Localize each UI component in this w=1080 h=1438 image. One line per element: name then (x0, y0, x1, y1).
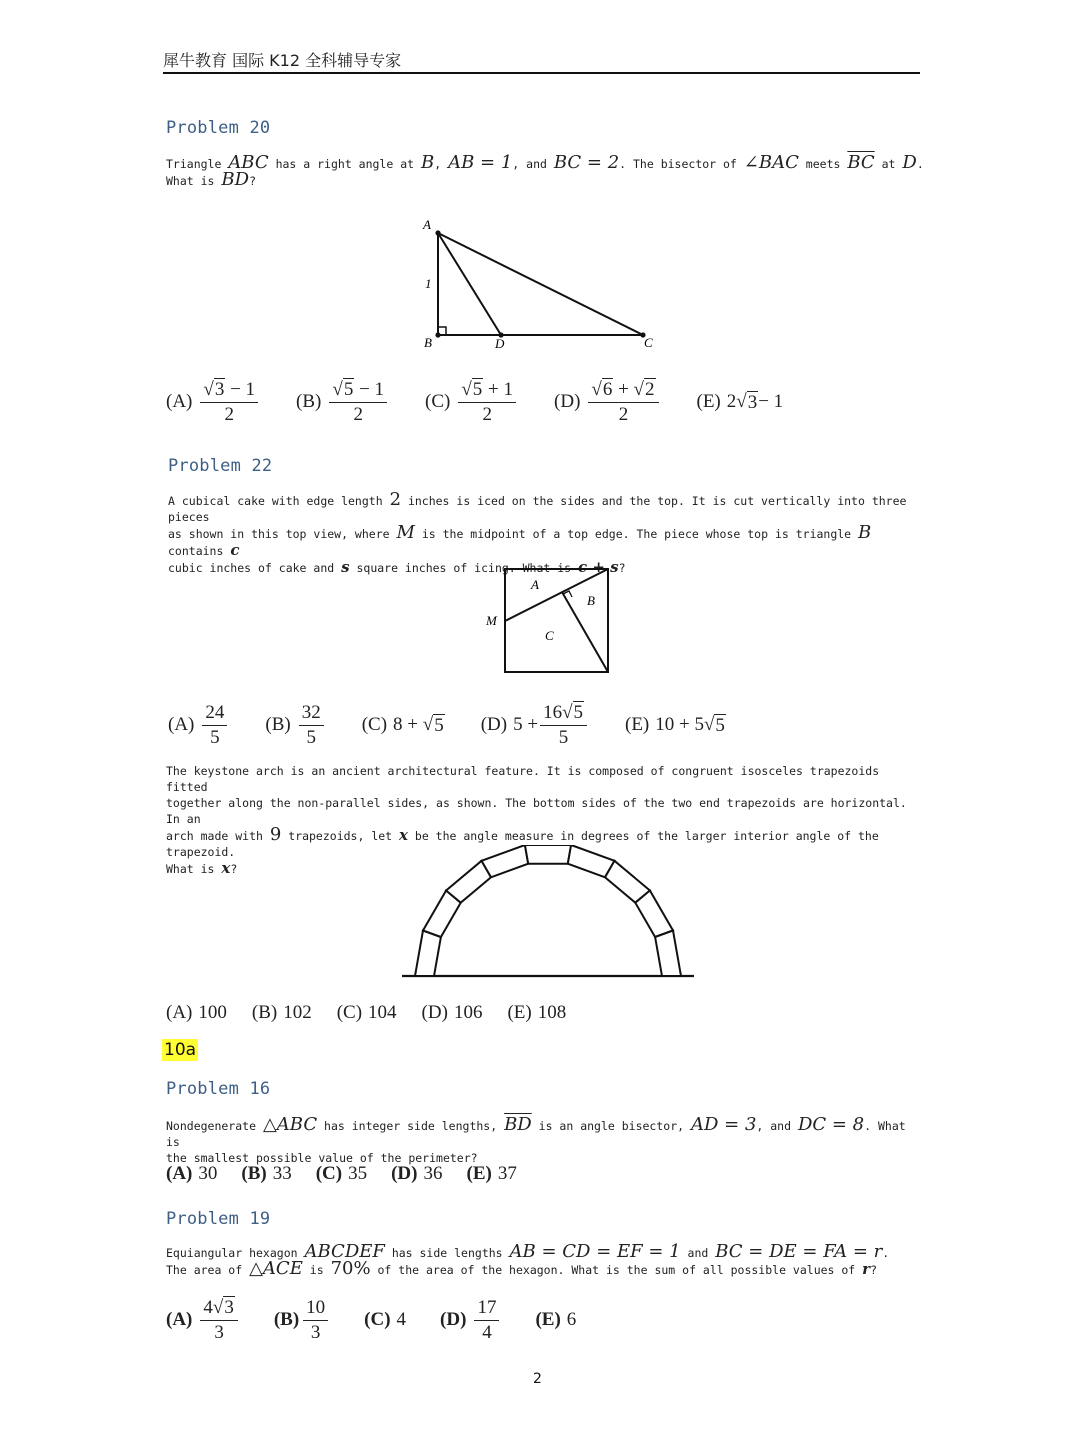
choice-B[interactable]: (B) $\frac{√5 - 1}{2}$ (296, 379, 389, 426)
choice-E[interactable]: (E) 37 (466, 1163, 517, 1184)
cake-top-view-figure (480, 565, 620, 677)
choice-C[interactable]: (C) 35 (315, 1163, 368, 1184)
arch-trapezoid (635, 891, 673, 938)
choice-A[interactable]: (A) 30 (166, 1163, 218, 1184)
choice-C[interactable]: (C) $\frac{√5 + 1}{2}$ (425, 379, 518, 426)
choice-B[interactable]: (B) $\frac{32}{5}$ (265, 702, 325, 749)
arch-trapezoid (525, 845, 571, 864)
choice-E[interactable]: (E) 6 (535, 1309, 577, 1330)
choice-D[interactable]: (D) 5 + $\frac{16√5}{5}$ (481, 702, 589, 749)
arch-choices (166, 999, 566, 1027)
label-A: A (531, 577, 539, 592)
choice-B[interactable]: (B) 102 (251, 1002, 312, 1023)
problem-16-text: Nondegenerate △ABC has integer side lengths, $\overline{BD}$ is an angle bisector, AD = 3, and DC = 8. What is the smallest possible value of the perimeter? (166, 1114, 906, 1165)
label-B: B (587, 593, 595, 608)
choice-D[interactable]: (D) $\frac{√6 + √2}{2}$ (554, 379, 660, 426)
problem-16-choices (166, 1160, 517, 1188)
label-C: C (545, 628, 554, 643)
label-B: B (424, 335, 432, 350)
problem-20-title: Problem 20 (166, 118, 271, 138)
arch-problem-text: The keystone arch is an ancient architectural feature. It is composed of congruent isosceles trapezoids fitted together along the non-parallel sides, as shown. The bottom sides of the two end trapezoids are horizontal. In an arch made with 9 trapezoids, let x be the angle measure in degrees of the larger interior angle of the trapezoid. What is x? (166, 764, 907, 877)
problem-20-choices (166, 374, 783, 430)
section-tag-10a: 10a (164, 1040, 197, 1060)
problem-20-text: Triangle ABC has a right angle at B, AB = 1, and BC = 2. The bisector of ∠BAC meets $\overline{BC}$ at D. What is BD? (166, 152, 924, 190)
problem-19-title: Problem 19 (166, 1209, 271, 1229)
choice-C[interactable]: (C) 4 (364, 1309, 407, 1330)
choice-A[interactable]: (A) $\frac{24}{5}$ (168, 702, 229, 749)
choice-E[interactable]: (E) 2√ 3 − 1 (696, 391, 784, 413)
label-side-1: 1 (425, 276, 432, 291)
label-C: C (644, 335, 653, 350)
choice-E[interactable]: (E) 108 (507, 1002, 567, 1023)
page-number: 2 (533, 1371, 542, 1387)
choice-C[interactable]: (C) 104 (336, 1002, 397, 1023)
keystone-arch-figure (400, 845, 696, 983)
label-A: A (423, 217, 431, 232)
choice-A[interactable]: (A) $\frac{√3 - 1}{2}$ (166, 379, 260, 426)
choice-E[interactable]: (E) 10 + 5√ 5 (625, 714, 725, 736)
problem-22-title: Problem 22 (168, 456, 273, 476)
problem-22-text: A cubical cake with edge length 2 inches is iced on the sides and the top. It is cut vertically into three pieces as shown in this top view, where M is the midpoint of a top edge. The piece whose top is triangle B contains c cubic inches of cake and s square inches of icing. What is c + s? (168, 489, 907, 576)
label-M: M (486, 613, 497, 628)
problem-19-text: Equiangular hexagon ABCDEF has side lengths AB = CD = EF = 1 and BC = DE = FA = r. The area of △ACE is 70% of the area of the hexagon. What is the sum of all possible values of r? (166, 1241, 890, 1279)
problem-22-choices (168, 697, 726, 753)
choice-A[interactable]: (A) 100 (166, 1002, 227, 1023)
label-D: D (495, 336, 505, 351)
arch-trapezoid (482, 845, 529, 877)
choice-D[interactable]: (D) $\frac{17}{4}$ (440, 1297, 501, 1344)
arch-trapezoid (655, 931, 681, 977)
choice-B[interactable]: (B) $\frac{10}{3}$ (274, 1297, 330, 1344)
arch-trapezoid (415, 931, 441, 977)
choice-B[interactable]: (B) 33 (241, 1163, 292, 1184)
header-text: 犀牛教育 国际 K12 全科辅导专家 (163, 51, 402, 70)
choice-D[interactable]: (D) 106 (421, 1002, 483, 1023)
triangle-abc-figure (410, 210, 670, 355)
problem-19-choices (166, 1292, 576, 1348)
choice-D[interactable]: (D) 36 (391, 1163, 443, 1184)
page-header (163, 48, 920, 74)
choice-A[interactable]: (A) $\frac{4√3}{3}$ (166, 1297, 240, 1344)
choice-C[interactable]: (C) 8 + √ 5 (361, 714, 444, 736)
problem-16-title: Problem 16 (166, 1079, 271, 1099)
